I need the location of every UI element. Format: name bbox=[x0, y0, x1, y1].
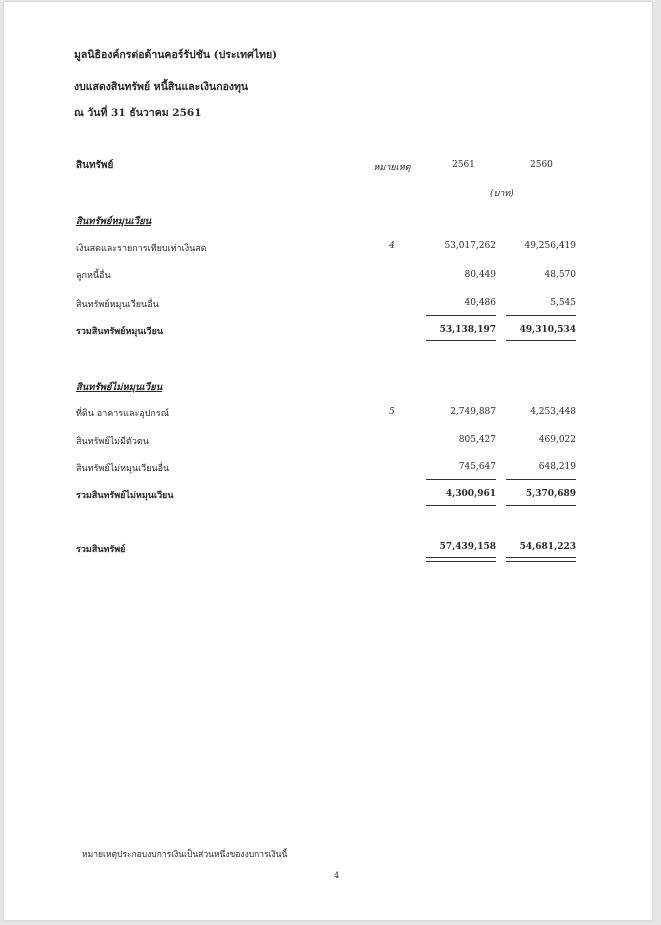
statement-date: ณ วันที่ 31 ธันวาคม 2561 bbox=[74, 107, 202, 119]
total-assets-label: รวมสินทรัพย์ bbox=[76, 545, 126, 555]
note-column-header: หมายเหตุ bbox=[373, 163, 411, 173]
cash-note: 4 bbox=[389, 241, 395, 251]
other-noncurrent-assets-label: สินทรัพย์ไม่หมุนเวียนอื่น bbox=[76, 464, 170, 474]
year-2560-header: 2560 bbox=[530, 160, 553, 170]
other-noncurrent-assets-2560: 648,219 bbox=[538, 462, 576, 472]
total-current-assets-2561: 53,138,197 bbox=[439, 325, 496, 335]
total-assets-2560: 54,681,223 bbox=[519, 542, 576, 552]
current-assets-heading: สินทรัพย์หมุนเวียน bbox=[76, 216, 152, 227]
other-current-assets-2561: 40,486 bbox=[464, 298, 496, 308]
organization-name: มูลนิธิองค์กรต่อต้านคอร์รัปชัน (ประเทศไทย) bbox=[74, 49, 278, 61]
noncurrent-assets-heading: สินทรัพย์ไม่หมุนเวียน bbox=[76, 382, 163, 393]
other-receivables-2560: 48,570 bbox=[544, 270, 576, 280]
noncurrent-total-rule-2561 bbox=[426, 505, 496, 506]
total-current-assets-2560: 49,310,534 bbox=[519, 325, 576, 335]
year-2561-header: 2561 bbox=[452, 160, 475, 170]
document-page bbox=[4, 2, 652, 920]
total-noncurrent-assets-2561: 4,300,961 bbox=[445, 489, 496, 499]
total-assets-2561: 57,439,158 bbox=[439, 542, 496, 552]
other-current-assets-2560: 5,545 bbox=[550, 298, 576, 308]
statement-title: งบแสดงสินทรัพย์ หนี้สินและเงินกองทุน bbox=[74, 81, 249, 93]
other-noncurrent-assets-2561: 745,647 bbox=[458, 462, 496, 472]
page-number: 4 bbox=[334, 871, 340, 880]
other-receivables-label: ลูกหนี้อื่น bbox=[76, 271, 111, 281]
ppe-note: 5 bbox=[389, 407, 395, 417]
noncurrent-subtotal-rule-2561 bbox=[426, 479, 496, 480]
noncurrent-total-rule-2560 bbox=[506, 505, 576, 506]
other-receivables-2561: 80,449 bbox=[464, 270, 496, 280]
noncurrent-subtotal-rule-2560 bbox=[506, 479, 576, 480]
ppe-2560: 4,253,448 bbox=[530, 407, 576, 417]
current-subtotal-rule-2561 bbox=[426, 315, 496, 316]
footer-note: หมายเหตุประกอบงบการเงินเป็นส่วนหนึ่งของงบการเงินนี้ bbox=[82, 850, 288, 860]
currency-unit: (บาท) bbox=[490, 189, 514, 199]
cash-2561: 53,017,262 bbox=[444, 241, 496, 251]
other-current-assets-label: สินทรัพย์หมุนเวียนอื่น bbox=[76, 300, 159, 310]
cash-2560: 49,256,419 bbox=[524, 241, 576, 251]
intangible-assets-2561: 805,427 bbox=[458, 435, 496, 445]
cash-label: เงินสดและรายการเทียบเท่าเงินสด bbox=[76, 244, 207, 254]
intangible-assets-2560: 469,022 bbox=[538, 435, 576, 445]
current-total-rule-2560 bbox=[506, 340, 576, 341]
total-current-assets-label: รวมสินทรัพย์หมุนเวียน bbox=[76, 327, 164, 337]
grand-total-double-rule-2561 bbox=[426, 557, 496, 562]
grand-total-double-rule-2560 bbox=[506, 557, 576, 562]
total-noncurrent-assets-2560: 5,370,689 bbox=[525, 489, 576, 499]
current-subtotal-rule-2560 bbox=[506, 315, 576, 316]
ppe-label: ที่ดิน อาคารและอุปกรณ์ bbox=[76, 409, 170, 419]
intangible-assets-label: สินทรัพย์ไม่มีตัวตน bbox=[76, 437, 149, 447]
total-noncurrent-assets-label: รวมสินทรัพย์ไม่หมุนเวียน bbox=[76, 491, 174, 501]
assets-heading: สินทรัพย์ bbox=[76, 160, 114, 171]
ppe-2561: 2,749,887 bbox=[450, 407, 496, 417]
current-total-rule-2561 bbox=[426, 340, 496, 341]
